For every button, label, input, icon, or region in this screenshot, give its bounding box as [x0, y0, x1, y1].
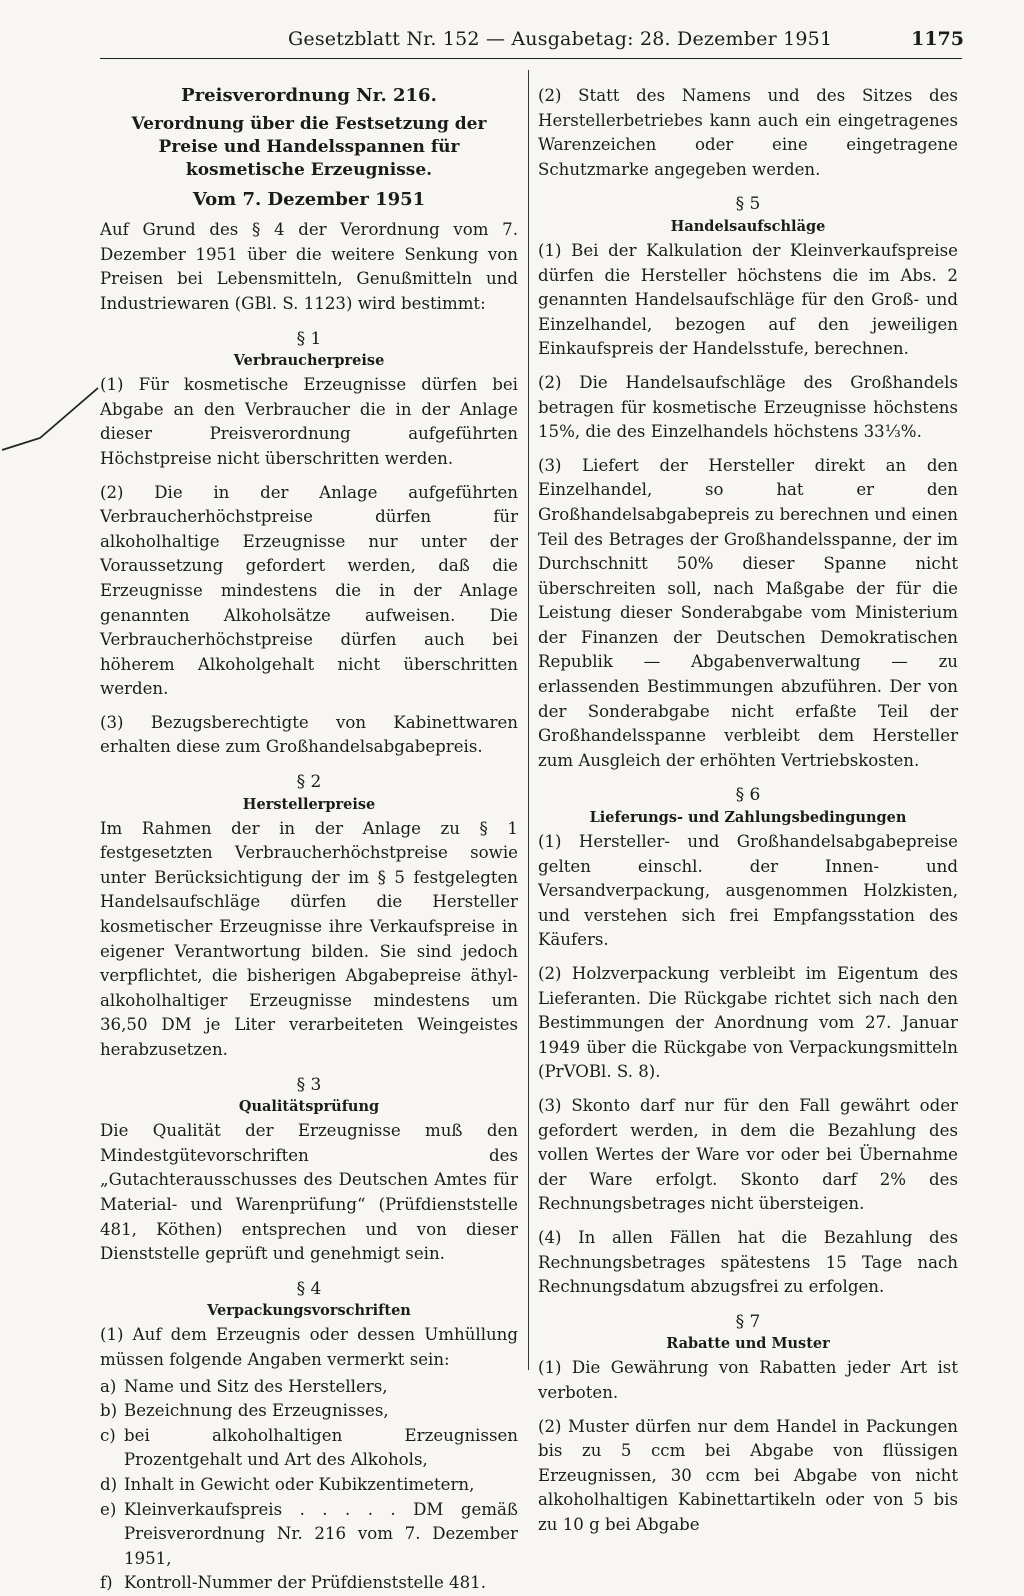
section-1-number: § 1: [296, 328, 322, 349]
section-1-para-2: (2) Die in der Anlage aufgeführten Verbraucherhöchstpreise dürfen für alkoholhaltige Erzeugnisse nur unter der Voraussetzung gefordert werden, daß die Erzeugnisse mindestens die in der Anlage genannten Alkoholsätze aufweisen. Die Verbraucherhöchstpreise dürfen auch bei höherem Alkoholgehalt nicht überschritten werden.: [100, 482, 518, 699]
margin-pencil-mark: [0, 380, 100, 460]
ordinance-date: Vom 7. Dezember 1951: [192, 188, 426, 210]
section-3-para-1: Die Qualität der Erzeugnisse muß den Mindestgütevorschriften des „Gutachterausschusses des Deutschen Amtes für Material- und Warenprüfung“ (Prüfdienststelle 481, Köthen) entsprechen und von dieser Dienststelle geprüft und genehmigt sein.: [100, 1121, 518, 1264]
section-6-para-4: (4) In allen Fällen hat die Bezahlung des Rechnungsbetrages spätestens 15 Tage nach Rechnungsdatum abzugsfrei zu erfolgen.: [538, 1227, 958, 1297]
section-7-number: § 7: [735, 1311, 761, 1332]
section-5-number: § 5: [735, 194, 761, 215]
left-column: [100, 84, 518, 1596]
header-rule: [100, 58, 962, 59]
section-2-para-1: Im Rahmen der in der Anlage zu § 1 festgesetzten Verbraucherhöchstpreise sowie unter Berücksichtigung der im § 5 festgelegten Handelsaufschläge dürfen die Hersteller kosmetischer Erzeugnisse ihre Verkaufspreise in eigener Verantwortung bilden. Sie sind jedoch verpflichtet, die bisherigen Abgabepreise äthyl-alkoholhaltiger Erzeugnisse mindestens um 36,50 DM je Liter verarbeiteten Weingeistes herabzusetzen.: [100, 818, 518, 1059]
section-5-heading: Handelsaufschläge: [670, 217, 826, 235]
page-header: [0, 28, 1024, 58]
ordinance-subtitle: Verordnung über die Festsetzung der Preise und Handelsspannen für kosmetische Erzeugnisse.: [131, 113, 487, 180]
section-3-number: § 3: [296, 1074, 322, 1095]
section-4-para-2: (2) Statt des Namens und des Sitzes des Herstellerbetriebes kann auch ein eingetragenes Warenzeichen oder eine eingetragene Schutzmarke angegeben werden.: [538, 86, 958, 179]
list-item: e) Kleinverkaufspreis . . . . . DM gemäß Preisverordnung Nr. 216 vom 7. Dezember 1951,: [100, 1499, 518, 1568]
section-4-heading: Verpackungsvorschriften: [207, 1302, 411, 1320]
section-1-para-1: (1) Für kosmetische Erzeugnisse dürfen bei Abgabe an den Verbraucher die in der Anlage dieser Preisverordnung aufgeführten Höchstpreise nicht überschritten werden.: [100, 375, 518, 468]
section-1-para-3: (3) Bezugsberechtigte von Kabinettwaren erhalten diese zum Großhandelsabgabepreis.: [100, 712, 518, 757]
section-1-heading: Verbraucherpreise: [233, 352, 385, 370]
section-6-heading: Lieferungs- und Zahlungsbedingungen: [589, 809, 907, 827]
list-item: f) Kontroll-Nummer der Prüfdienststelle 481.: [100, 1573, 486, 1593]
section-6-number: § 6: [735, 785, 761, 806]
section-2-heading: Herstellerpreise: [242, 795, 376, 813]
section-2-number: § 2: [296, 772, 322, 793]
list-item: b) Bezeichnung des Erzeugnisses,: [100, 1401, 389, 1421]
section-7-para-1: (1) Die Gewährung von Rabatten jeder Art ist verboten.: [538, 1358, 958, 1402]
gazette-title: Gesetzblatt Nr. 152 — Ausgabetag: 28. Dezember 1951: [288, 28, 833, 50]
section-6-para-3: (3) Skonto darf nur für den Fall gewährt oder gefordert werden, in dem die Bezahlung des vollen Wertes der Ware vor oder bei Übernahme der Ware erfolgt. Skonto darf 2% des Rechnungsbetrages nicht übersteigen.: [538, 1095, 958, 1214]
section-4-number: § 4: [296, 1278, 322, 1299]
section-5-para-2: (2) Die Handelsaufschläge des Großhandels betragen für kosmetische Erzeugnisse höchstens 15%, die des Einzelhandels höchstens 33⅓%.: [538, 372, 958, 442]
section-5-para-3: (3) Liefert der Hersteller direkt an den Einzelhandel, so hat er den Großhandelsabgabepreis zu berechnen und einen Teil des Betrages der Großhandelsspanne, der im Durchschnitt 50% dieser Spanne nicht überschreiten soll, nach Maßgabe der für die Leistung dieser Sonderabgabe vom Ministerium der Finanzen der Deutschen Demokratischen Republik — Abgabenverwaltung — zu erlassenden Bestimmungen abzuführen. Der von der Sonderabgabe nicht erfaßte Teil der Großhandelsspanne verbleibt dem Hersteller zum Ausgleich der erhöhten Vertriebskosten.: [538, 455, 958, 770]
section-7-heading: Rabatte und Muster: [666, 1335, 830, 1353]
section-6-para-1: (1) Hersteller- und Großhandelsabgabepreise gelten einschl. der Innen- und Versandverpackung, ausgenommen Holzkisten, und verstehen sich frei Empfangsstation des Käufers.: [538, 832, 958, 950]
section-5-para-1: (1) Bei der Kalkulation der Kleinverkaufspreise dürfen die Hersteller höchstens die im Abs. 2 genannten Handelsaufschläge für den Groß- und Einzelhandel, bezogen auf den jeweiligen Einkaufspreis der Handelsstufe, berechnen.: [538, 240, 958, 359]
section-7-para-2: (2) Muster dürfen nur dem Handel in Packungen bis zu 5 ccm bei Abgabe von flüssigen Erzeugnissen, 30 ccm bei Abgabe von nicht alkoholhaltigen Kabinettartikeln oder von 5 bis zu 10 g bei Abgabe: [538, 1416, 958, 1534]
right-column: [538, 84, 958, 1546]
intro-paragraph: Auf Grund des § 4 der Verordnung vom 7. Dezember 1951 über die weitere Senkung von Preisen bei Lebensmitteln, Genußmitteln und Industriewaren (GBl. S. 1123) wird bestimmt:: [100, 220, 518, 313]
list-item: a) Name und Sitz des Herstellers,: [100, 1376, 388, 1396]
column-divider: [528, 70, 529, 1370]
section-4-para-1: (1) Auf dem Erzeugnis oder dessen Umhüllung müssen folgende Angaben vermerkt sein:: [100, 1325, 518, 1369]
list-item: d) Inhalt in Gewicht oder Kubikzentimetern,: [100, 1474, 475, 1494]
list-item: c) bei alkoholhaltigen Erzeugnissen Prozentgehalt und Art des Alkohols,: [100, 1425, 518, 1470]
packaging-requirements-list: [100, 1375, 518, 1596]
section-3-heading: Qualitätsprüfung: [238, 1098, 380, 1116]
ordinance-title: Preisverordnung Nr. 216.: [181, 85, 437, 106]
section-6-para-2: (2) Holzverpackung verbleibt im Eigentum des Lieferanten. Die Rückgabe richtet sich nach den Bestimmungen der Anordnung vom 27. Januar 1949 über die Rückgabe von Verpackungsmitteln (PrVOBl. S. 8).: [538, 964, 958, 1082]
page-number: 1175: [911, 28, 964, 50]
